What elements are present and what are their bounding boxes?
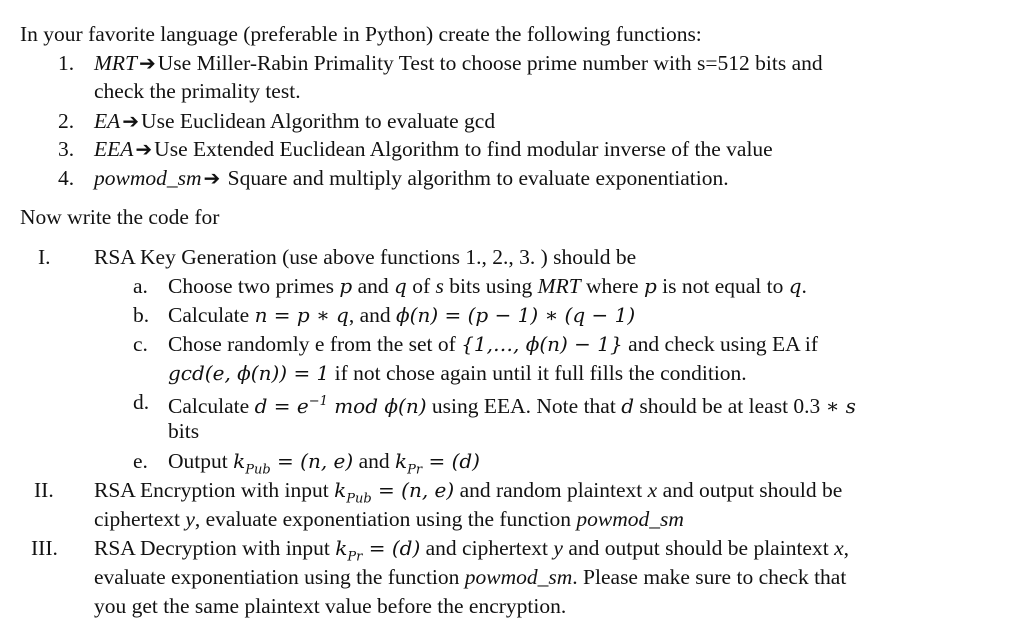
section-III-text-1: RSA Decryption with input xyxy=(94,536,336,560)
function-1-text: Use Miller-Rabin Primality Test to choose prime number with s=512 bits and xyxy=(157,51,823,75)
section-II-text-2: and random plaintext xyxy=(454,478,648,502)
function-1-number: 1. xyxy=(58,51,75,75)
function-4-name: powmod_sm xyxy=(94,166,202,190)
math-sub-pub: Pub xyxy=(245,462,271,478)
item-e-text-1: Output xyxy=(168,449,234,473)
item-e-text-2: and xyxy=(353,449,395,473)
math-d: d xyxy=(621,394,634,419)
math-sub-pr: Pr xyxy=(407,462,423,478)
math-pr-eq: = (d) xyxy=(422,449,480,473)
math-q-2: q xyxy=(788,274,802,298)
item-a-text-7: . xyxy=(801,274,807,298)
math-y: y xyxy=(553,536,563,560)
arrow-right-icon: ➔ xyxy=(203,166,221,190)
math-k-2: k xyxy=(395,449,408,473)
now-write-heading: Now write the code for xyxy=(20,205,220,229)
item-a-text-2: and xyxy=(352,274,395,298)
section-I-title: RSA Key Generation (use above functions 1., 2., 3. ) should be xyxy=(94,245,637,269)
math-pr-eq: = (d) xyxy=(362,536,421,560)
function-2-name: EA xyxy=(94,109,121,133)
math-gcd: gcd(e, ϕ(n)) = 1 xyxy=(168,361,330,385)
powmod-ref: powmod_sm xyxy=(464,565,573,589)
section-III-text-7: you get the same plaintext value before the encryption. xyxy=(94,594,567,618)
math-sub-pr: Pr xyxy=(347,549,363,565)
function-4-line xyxy=(94,164,729,193)
item-c-text-1: Chose randomly e from the set of xyxy=(168,332,462,356)
section-III-text-2: and ciphertext xyxy=(420,536,554,560)
function-1-name: MRT xyxy=(94,51,137,75)
math-pub-eq: = (n, e) xyxy=(371,478,455,502)
section-III-number: III. xyxy=(31,536,58,560)
item-d-number: d. xyxy=(133,390,150,414)
function-4-text: Square and multiply algorithm to evaluate exponentiation. xyxy=(222,166,729,190)
section-II-line-2 xyxy=(94,505,684,534)
function-3-text: Use Extended Euclidean Algorithm to find modular inverse of the value xyxy=(154,137,773,161)
function-2-text: Use Euclidean Algorithm to evaluate gcd xyxy=(141,109,496,133)
function-1-line xyxy=(94,49,823,78)
function-1-text-cont: check the primality test. xyxy=(94,79,301,103)
item-d-text-1: Calculate xyxy=(168,394,255,419)
item-d-text-3: should be at least 0.3 xyxy=(634,394,826,419)
section-III-text-3: and output should be plaintext xyxy=(562,536,835,560)
function-2-line xyxy=(94,107,495,136)
math-p-2: p xyxy=(643,274,657,298)
function-3-name: EEA xyxy=(94,137,134,161)
item-a-text-5: where xyxy=(580,274,644,298)
math-k: k xyxy=(335,536,348,560)
item-b-text-1: Calculate xyxy=(168,303,255,327)
arrow-right-icon: ➔ xyxy=(139,51,156,75)
section-III-text-4: , xyxy=(843,536,849,560)
function-4-number: 4. xyxy=(58,166,75,190)
intro-text: In your favorite language (preferable in Python) create the following functions: xyxy=(20,22,702,46)
function-3-number: 3. xyxy=(58,137,75,161)
math-x: x xyxy=(834,536,844,560)
math-k: k xyxy=(233,449,246,473)
item-a-line xyxy=(168,272,807,301)
function-2-number: 2. xyxy=(58,109,75,133)
powmod-ref: powmod_sm xyxy=(576,507,684,531)
item-a-text-6: is not equal to xyxy=(656,274,789,298)
mrt-ref: MRT xyxy=(537,274,581,298)
section-III-text-6: . Please make sure to check that xyxy=(572,565,847,589)
arrow-right-icon: ➔ xyxy=(122,109,140,133)
item-a-number: a. xyxy=(133,274,148,298)
math-n-equation: n = p ∗ q xyxy=(254,303,349,327)
item-c-line-2 xyxy=(168,359,747,388)
math-pub-eq: = (n, e) xyxy=(270,449,354,473)
math-p: p xyxy=(339,274,353,298)
math-s: s xyxy=(435,274,444,298)
item-b-number: b. xyxy=(133,303,150,327)
section-II-number: II. xyxy=(34,478,54,502)
item-a-text-3: of xyxy=(406,274,436,298)
math-times-s: ∗ s xyxy=(825,394,856,419)
item-c-text-2: and check using EA if xyxy=(622,332,818,356)
function-3-line xyxy=(94,135,773,164)
math-phi-equation: ϕ(n) = (p − 1) ∗ (q − 1) xyxy=(396,303,636,327)
section-II-text-4: ciphertext xyxy=(94,507,186,531)
item-d-line xyxy=(168,388,856,421)
math-set: {1,…, ϕ(n) − 1} xyxy=(461,332,623,356)
item-a-text-1: Choose two primes xyxy=(168,274,340,298)
math-mod: mod ϕ(n) xyxy=(327,394,427,419)
section-I-number: I. xyxy=(38,245,51,269)
item-b-text-2: , and xyxy=(348,303,397,327)
math-d-eq: d = e xyxy=(254,394,309,419)
math-y: y xyxy=(185,507,195,531)
item-c-text-3: if not chose again until it full fills the condition. xyxy=(329,361,747,385)
math-x: x xyxy=(647,478,658,502)
math-k: k xyxy=(334,478,347,502)
item-e-number: e. xyxy=(133,449,148,473)
item-d-text-4: bits xyxy=(168,419,200,443)
arrow-right-icon: ➔ xyxy=(135,137,153,161)
section-III-line-2 xyxy=(94,563,846,592)
item-d-text-2: using EEA. Note that xyxy=(426,394,622,419)
item-c-number: c. xyxy=(133,332,148,356)
section-II-text-3: and output should be xyxy=(657,478,843,502)
item-c-line xyxy=(168,330,818,359)
math-superscript: −1 xyxy=(308,394,328,409)
section-II-text-1: RSA Encryption with input xyxy=(94,478,335,502)
section-II-text-5: , evaluate exponentiation using the function xyxy=(194,507,577,531)
item-b-line xyxy=(168,301,635,330)
section-III-text-5: evaluate exponentiation using the function xyxy=(94,565,465,589)
math-q: q xyxy=(394,274,407,298)
item-a-text-4: bits using xyxy=(443,274,538,298)
math-sub-pub: Pub xyxy=(346,491,372,507)
